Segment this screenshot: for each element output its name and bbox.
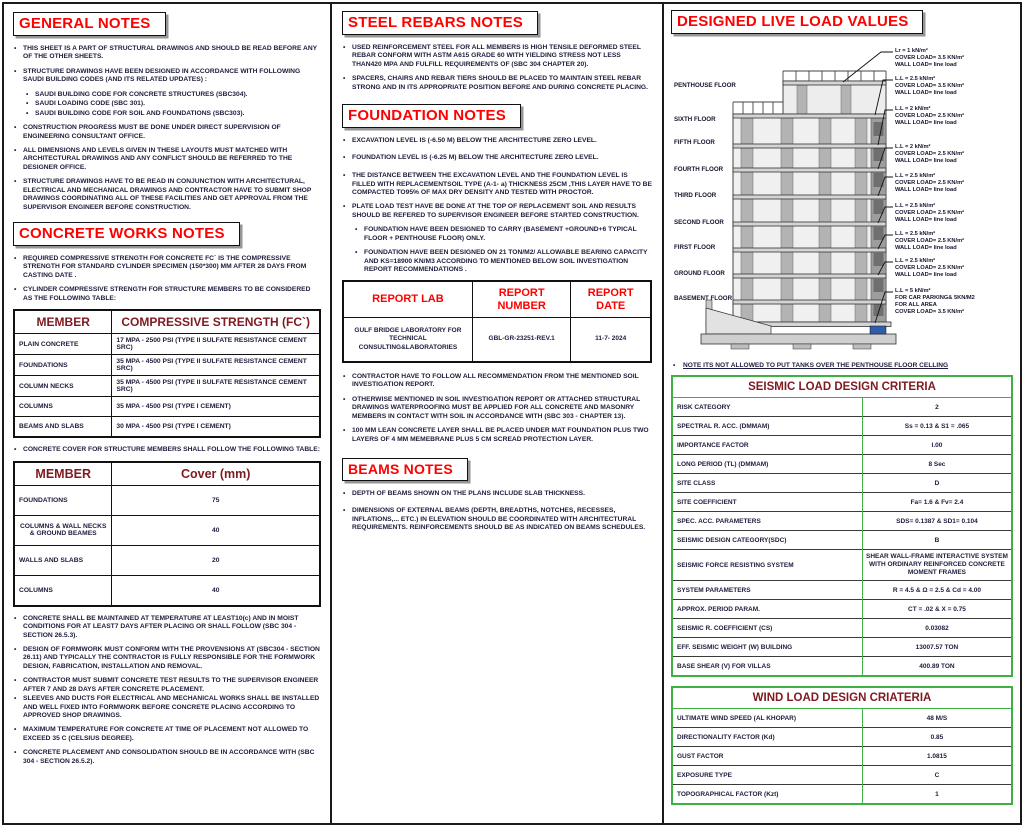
load-line: FOR ALL AREA (895, 302, 937, 309)
value-cell: 30 MPA - 4500 PSI (TYPE I CEMENT) (112, 417, 320, 438)
criteria-label: SITE CLASS (672, 474, 862, 493)
code-item: • SAUDI LOADING CODE (SBC 301). (25, 100, 321, 108)
load-line: WALL LOAD= line load (895, 120, 957, 127)
member-cell: WALLS AND SLABS (14, 545, 112, 575)
general-notes-column (4, 4, 332, 823)
criteria-label: LONG PERIOD (TL) (DMMAM) (672, 455, 862, 474)
floor-label: SIXTH FLOOR (674, 116, 716, 123)
table-row (672, 550, 1012, 581)
criteria-value: I.00 (862, 436, 1012, 455)
value-cell: 40 (112, 515, 320, 545)
wind-criteria-table (671, 686, 1013, 805)
criteria-label: SPECTRAL R. ACC. (DMMAM) (672, 417, 862, 436)
load-line: L.L = 2.5 kN/m² (895, 258, 936, 264)
criteria-label: BASE SHEAR (V) FOR VILLAS (672, 657, 862, 677)
floor-label: THIRD FLOOR (674, 192, 717, 199)
criteria-label: EXPOSURE TYPE (672, 766, 862, 785)
compressive-strength-table (13, 309, 321, 438)
table-row (672, 531, 1012, 550)
member-cell: COLUMNS (14, 397, 112, 417)
criteria-label: RISK CATEGORY (672, 398, 862, 417)
note-item: • ALL DIMENSIONS AND LEVELS GIVEN IN THESE LAYOUTS MUST MATCHED WITH ARCHITECTURAL DRAWINGS AND ANY CONFLICT SHOULD BE REFERRED TO THE DESIGNER OFFICE. (13, 147, 321, 172)
criteria-label: IMPORTANCE FACTOR (672, 436, 862, 455)
table-header-row (14, 310, 320, 334)
note-item: • REQUIRED COMPRESSIVE STRENGTH FOR CONCRETE FC` IS THE COMPRESSIVE STRENGTH FOR STANDARD CYLINDER SPECIMEN (150*300) MM AFTER 28 DAYS FROM CASTING DATE . (13, 255, 321, 280)
table-row (343, 317, 651, 362)
member-cell: FOUNDATIONS (14, 355, 112, 376)
post-report-list (342, 373, 652, 444)
report-date-cell: 11-7- 2024 (571, 317, 651, 362)
seismic-criteria-table (671, 375, 1013, 677)
table-row (14, 515, 320, 545)
load-line: L.L = 2.5 kN/m² (895, 76, 936, 82)
table-row (14, 376, 320, 397)
floor-label: FIFTH FLOOR (674, 139, 715, 146)
tanks-note (673, 362, 1013, 369)
load-line: COVER LOAD= 2.5 KN/m² (895, 210, 965, 217)
load-line: WALL LOAD= line load (895, 90, 957, 97)
note-item: • CONTRACTOR MUST SUBMIT CONCRETE TEST RESULTS TO THE SUPERVISOR ENGINEER AFTER 7 AND 28 DAYS AFTER CONCRETE PLACEMENT. (13, 677, 321, 694)
load-line: COVER LOAD= 2.5 KN/m² (895, 180, 965, 187)
note-item: • OTHERWISE MENTIONED IN SOIL INVESTIGATION REPORT OR ATTACHED STRUCTURAL DRAWINGS WATERPROOFING MUST BE APPLIED FOR ALL CONCRETE AND MASONRY MEMBERS IN CONTACT WITH SOIL IN ACCORDANCE WITH (SBC 303 - CHAPTER 13). (342, 396, 652, 421)
table-title-row (672, 376, 1012, 398)
table-row (672, 474, 1012, 493)
column-header: MEMBER (14, 462, 112, 486)
concrete-intro-list (13, 255, 321, 303)
note-item: • STRUCTURE DRAWINGS HAVE TO BE READ IN CONJUNCTION WITH ARCHITECTURAL, ELECTRICAL AND MECHANICAL DRAWINGS AND CONTRACTOR HAVE TO SUBMIT SHOP DRAWINGS COORDINATING ALL OF THESE FACILITIES AND GET APPROVAL FROM THE SUPERVISOR ENGINEER BEFORE CONSTRUCTION. (13, 178, 321, 212)
member-cell: PLAIN CONCRETE (14, 334, 112, 355)
load-line: L.L = 2.5 kN/m² (895, 231, 936, 237)
report-lab-cell: GULF BRIDGE LABORATORY FOR TECHNICAL CONSULTING&LABORATORIES (343, 317, 472, 362)
member-cell: COLUMN NECKS (14, 376, 112, 397)
floor-label: FOURTH FLOOR (674, 166, 724, 173)
drawing-sheet (2, 2, 1022, 825)
building-section-diagram (671, 38, 1013, 360)
criteria-label: GUST FACTOR (672, 747, 862, 766)
criteria-value: 48 M/S (926, 714, 948, 722)
load-line: L.L = 5 kN/m² (895, 288, 931, 294)
value-cell: 20 (112, 545, 320, 575)
column-header: REPORT LAB (343, 281, 472, 317)
load-annotation (895, 203, 1003, 224)
load-line: WALL LOAD= line load (895, 217, 957, 224)
floor-label: PENTHOUSE FLOOR (674, 82, 736, 89)
load-line: COVER LOAD= 2.5 KN/m² (895, 238, 965, 245)
criteria-label: SITE COEFFICIENT (672, 493, 862, 512)
member-cell: COLUMNS (14, 575, 112, 606)
concrete-tail-list (13, 615, 321, 767)
criteria-label: DIRECTIONALITY FACTOR (Kd) (672, 728, 862, 747)
load-line: WALL LOAD= line load (895, 62, 957, 69)
criteria-label: SPEC. ACC. PARAMETERS (672, 512, 862, 531)
criteria-label: SEISMIC DESIGN CATEGORY(SDC) (672, 531, 862, 550)
foundation-notes-list (342, 137, 652, 274)
value-cell: 75 (112, 485, 320, 515)
table-row (672, 785, 1012, 805)
criteria-value: 0.85 (862, 728, 1012, 747)
table-row (672, 417, 1012, 436)
table-row (14, 397, 320, 417)
beams-notes-list (342, 490, 652, 533)
floor-label: BASEMENT FLOOR (674, 295, 733, 302)
value-cell: 17 MPA - 2500 PSI (TYPE II SULFATE RESISTANCE CEMENT SRC) (112, 334, 320, 355)
criteria-value: 400.89 TON (862, 657, 1012, 677)
load-line: L.L = 2 kN/m² (895, 144, 931, 150)
load-line: WALL LOAD= line load (895, 187, 957, 194)
note-item: • FOUNDATION HAVE BEEN DESIGNED ON 21 TON/M2/ ALLOWABLE BEARING CAPACITY AND KS=18900 KN/M3 ACCORDING TO MENTIONED BELOW SOIL INVESTIGATION REPORT RECOMMENDATIONS . (354, 249, 652, 274)
note-item: • CONSTRUCTION PROGRESS MUST BE DONE UNDER DIRECT SUPERVISION OF ENGINEERING CONSULTANT OFFICE. (13, 124, 321, 141)
note-item: • DEPTH OF BEAMS SHOWN ON THE PLANS INCLUDE SLAB THICKNESS. (342, 490, 652, 498)
criteria-label: EFF. SEISMIC WEIGHT (W) BUILDING (672, 638, 862, 657)
note-item: • SPACERS, CHAIRS AND REBAR TIERS SHOULD BE PLACED TO MAINTAIN STEEL REBAR STRONG AND IN ITS APPROPRIATE POSITION BEFORE AND DURING CONCRETE PLACING. (342, 75, 652, 92)
note-item: • THIS SHEET IS A PART OF STRUCTURAL DRAWINGS AND SHOULD BE READ BEFORE ANY OF THE OTHER SHEETS. (13, 45, 321, 62)
table-header-row (14, 462, 320, 486)
soil-report-table (342, 280, 652, 363)
table-row (672, 728, 1012, 747)
column-header: COMPRESSIVE STRENGTH (FC`) (112, 310, 320, 334)
concrete-cover-table (13, 461, 321, 607)
load-line: COVER LOAD= 2.5 KN/m² (895, 265, 965, 272)
load-line: COVER LOAD= 2.5 KN/m² (895, 151, 965, 158)
criteria-label: APPROX. PERIOD PARAM. (672, 600, 862, 619)
member-cell: BEAMS AND SLABS (14, 417, 112, 438)
load-line: WALL LOAD= line load (895, 158, 957, 165)
criteria-label: SEISMIC FORCE RESISTING SYSTEM (672, 550, 862, 581)
value-cell: 35 MPA - 4500 PSI (TYPE I CEMENT) (112, 397, 320, 417)
column-header: Cover (mm) (112, 462, 320, 486)
criteria-value: R = 4.5 & Ω = 2.5 & Cd = 4.00 (862, 581, 1012, 600)
value-cell: 35 MPA - 4500 PSI (TYPE II SULFATE RESISTANCE CEMENT SRC) (112, 376, 320, 397)
foundation-piers (731, 344, 871, 349)
load-line: L.L = 2 kN/m² (895, 106, 931, 112)
criteria-value: Ss = 0.13 & S1 = .065 (862, 417, 1012, 436)
note-item: • DESIGN OF FORMWORK MUST CONFORM WITH THE PROVENSIONS AT (SBC304 - SECTION 26.11) AND TYPICALLY THE CONTRACTOR IS FULLY RESPONSIBLE FOR THE FORMWORK DESIGN, FABRICATION, INSTALLATION AND REMOVAL. (13, 646, 321, 671)
criteria-label: ULTIMATE WIND SPEED (AL KHOPAR) (672, 709, 862, 728)
load-line: Lr = 1 kN/m² (895, 48, 928, 54)
table-row (672, 766, 1012, 785)
criteria-label: SYSTEM PARAMETERS (672, 581, 862, 600)
load-annotation (895, 48, 1003, 69)
member-cell: FOUNDATIONS (14, 485, 112, 515)
note-item: • FOUNDATION HAVE BEEN DESIGNED TO CARRY (BASEMENT +GROUND+6 TYPICAL FLOOR + PENTHOUSE FLOOR) ONLY. (354, 226, 652, 243)
load-annotation (895, 231, 1003, 252)
table-row (672, 600, 1012, 619)
seismic-table-title: SEISMIC LOAD DESIGN CRITERIA (672, 376, 1012, 398)
table-row (672, 436, 1012, 455)
table-row (672, 398, 1012, 417)
code-item: • SAUDI BUILDING CODE FOR CONCRETE STRUCTURES (SBC304). (25, 91, 321, 99)
table-title-row (672, 687, 1012, 709)
load-annotation (895, 106, 1003, 127)
note-item: • DIMENSIONS OF EXTERNAL BEAMS (DEPTH, BREADTHS, NOTCHES, RECESSES, INFLATIONS,... ETC.) IN ELEVATION SHOULD BE COORDINATED WITH ARCHITECTURAL REQUIREMENTS. REINFORCEMENTS SHOULD BE AS INDICATED ON BEAMS SCHEDULES. (342, 507, 652, 532)
live-load-title: DESIGNED LIVE LOAD VALUES (671, 10, 923, 34)
criteria-value: 8 Sec (862, 455, 1012, 474)
general-notes-title: GENERAL NOTES (13, 12, 166, 36)
load-line: WALL LOAD= line load (895, 272, 957, 279)
concrete-works-title: CONCRETE WORKS NOTES (13, 222, 240, 246)
table-row (672, 657, 1012, 677)
table-row (14, 355, 320, 376)
load-annotation (895, 288, 1003, 317)
criteria-value: D (862, 474, 1012, 493)
table-row (672, 493, 1012, 512)
steel-notes-list (342, 44, 652, 92)
criteria-label: TOPOGRAPHICAL FACTOR (Kzt) (672, 785, 862, 805)
load-annotation (895, 173, 1003, 194)
table-row (672, 638, 1012, 657)
criteria-value: 1.0815 (862, 747, 1012, 766)
criteria-value: 2 (935, 403, 939, 411)
criteria-value: 1 (862, 785, 1012, 805)
criteria-label: SEISMIC R. COEFFICIENT (CS) (672, 619, 862, 638)
criteria-value: CT = .02 & X = 0.75 (862, 600, 1012, 619)
foundation-notes-title: FOUNDATION NOTES (342, 104, 521, 128)
note-item: • CONCRETE SHALL BE MAINTAINED AT TEMPERATURE AT LEAST10(c) AND IN MOIST CONDITIONS FOR AT LEAST7 DAYS AFTER PLACING OR SHALL FOLLOW (SBC 304 -SECTION 26.5.3). (13, 615, 321, 640)
column-header: REPORT DATE (571, 281, 651, 317)
criteria-value: 0.03082 (862, 619, 1012, 638)
note-item: • MAXIMUM TEMPERATURE FOR CONCRETE AT TIME OF PLACEMENT NOT ALLOWED TO EXCEED 35 C (CELSIUS DEGREE). (13, 726, 321, 743)
load-annotation (895, 258, 1003, 279)
floor-label: GROUND FLOOR (674, 270, 725, 277)
member-cell: COLUMNS & WALL NECKS & GROUND BEAMES (14, 515, 112, 545)
load-line: FOR CAR PARKING& 5KN/M2 (895, 295, 975, 302)
table-row (672, 619, 1012, 638)
tanks-note-text: NOTE ITS NOT ALLOWED TO PUT TANKS OVER THE PENTHOUSE FLOOR CELLING (683, 362, 949, 369)
column-header: REPORT NUMBER (472, 281, 571, 317)
table-row (672, 747, 1012, 766)
note-item: • PLATE LOAD TEST HAVE BE DONE AT THE TOP OF REPLACEMENT SOIL AND RESULTS SHOULD BE REFERED TO SUPERVISOR ENGINEER BEFORE STARTED CONSTRUCTION. (342, 203, 652, 220)
table-row (672, 709, 1012, 728)
load-line: L.L = 2.5 kN/m² (895, 203, 936, 209)
floor-label: SECOND FLOOR (674, 219, 724, 226)
cover-note: • CONCRETE COVER FOR STRUCTURE MEMBERS SHALL FOLLOW THE FOLLOWING TABLE: (13, 446, 321, 454)
load-annotation (895, 76, 1003, 97)
table-row (14, 545, 320, 575)
note-item: • THE DISTANCE BETWEEN THE EXCAVATION LEVEL AND THE FOUNDATION LEVEL IS FILLED WITH REPLACEMENTSOIL TYPE (A-1- a) THICKNESS 25CM ,THIS LAYER HAVE TO BE COMPACTED TO95% OF MAX DRY DENSITY AND TESTED WITH PROCTOR. (342, 172, 652, 197)
note-item: • CONCRETE PLACEMENT AND CONSOLIDATION SHOULD BE IN ACCORDANCE WITH (SBC 304 - SECTION 26.5.2). (13, 749, 321, 766)
criteria-value: SDS= 0.1387 & SD1= 0.104 (862, 512, 1012, 531)
load-line: COVER LOAD= 3.5 KN/m² (895, 309, 965, 316)
floor-label: FIRST FLOOR (674, 244, 716, 251)
criteria-value: C (862, 766, 1012, 785)
load-line: COVER LOAD= 2.5 KN/m² (895, 113, 965, 120)
criteria-value: 13007.57 TON (862, 638, 1012, 657)
table-row (14, 334, 320, 355)
table-header-row (343, 281, 651, 317)
value-cell: 35 MPA - 4500 PSI (TYPE II SULFATE RESISTANCE CEMENT SRC) (112, 355, 320, 376)
code-item: • SAUDI BUILDING CODE FOR SOIL AND FOUNDATIONS (SBC303). (25, 110, 321, 118)
elevator-sign (870, 326, 886, 334)
report-number-cell: GBL-GR-23251-REV.1 (472, 317, 571, 362)
load-line: COVER LOAD= 3.5 KN/m² (895, 83, 965, 90)
load-values-column (664, 4, 1020, 823)
column-header: MEMBER (14, 310, 112, 334)
load-line: COVER LOAD= 3.5 KN/m² (895, 55, 965, 62)
general-notes-list (13, 45, 321, 212)
table-row (672, 581, 1012, 600)
note-item: • EXCAVATION LEVEL IS (-6.50 M) BELOW THE ARCHITECTURE ZERO LEVEL. (342, 137, 652, 145)
criteria-value: Fa= 1.6 & Fv= 2.4 (862, 493, 1012, 512)
criteria-value: B (862, 531, 1012, 550)
note-item: • USED REINFORCEMENT STEEL FOR ALL MEMBERS IS HIGH TENSILE DEFORMED STEEL REBAR CONFORM WITH ASTM A615 GRADE 60 WITH YIELDING STRESS NOT LESS THAN420 MPA AND FULFILL REQUIREMENTS OF (SBC 304 CHAPTER 20). (342, 44, 652, 69)
beams-notes-title: BEAMS NOTES (342, 458, 468, 481)
load-line: WALL LOAD= line load (895, 245, 957, 252)
mat-foundation (701, 334, 896, 344)
load-line: L.L = 2.5 kN/m² (895, 173, 936, 179)
note-item: • SLEEVES AND DUCTS FOR ELECTRICAL AND MECHANICAL WORKS SHALL BE INSTALLED AND WELL FIXED INTO FORMWORK BEFORE CONCRETE PLACING ACCORDING TO APPROVED SHOP DRAWINGS. (13, 695, 321, 720)
steel-rebars-title: STEEL REBARS NOTES (342, 11, 538, 35)
note-item: • 100 MM LEAN CONCRETE LAYER SHALL BE PLACED UNDER MAT FOUNDATION PLUS TWO LAYERS OF 4 MM MEMEBRANE PLUS 5 CM SCREAD PROTECTION LAYER. (342, 427, 652, 444)
table-row (672, 455, 1012, 474)
note-item: • STRUCTURE DRAWINGS HAVE BEEN DESIGNED IN ACCORDANCE WITH FOLLOWING SAUDI BUILDING CODES (AND ITS RELATED UPDATES) : (13, 68, 321, 85)
table-row (14, 485, 320, 515)
criteria-value: SHEAR WALL-FRAME INTERACTIVE SYSTEM WITH ORDINARY REINFORCED CONCRETE MOMENT FRAMES (862, 550, 1012, 581)
note-item: • FOUNDATION LEVEL IS (-6.25 M) BELOW THE ARCHITECTURE ZERO LEVEL. (342, 154, 652, 162)
table-row (672, 512, 1012, 531)
table-row (14, 575, 320, 606)
wind-table-title: WIND LOAD DESIGN CRIATERIA (672, 687, 1012, 709)
note-item: • CONTRACTOR HAVE TO FOLLOW ALL RECOMMENDATION FROM THE MENTIONED SOIL INVESTIGATION REPORT. (342, 373, 652, 390)
value-cell: 40 (112, 575, 320, 606)
middle-notes-column (332, 4, 664, 823)
table-row (14, 417, 320, 438)
note-item: • CYLINDER COMPRESSIVE STRENGTH FOR STRUCTURE MEMBERS TO BE CONSIDERED AS THE FOLLOWING TABLE: (13, 286, 321, 303)
load-annotation (895, 144, 1003, 165)
